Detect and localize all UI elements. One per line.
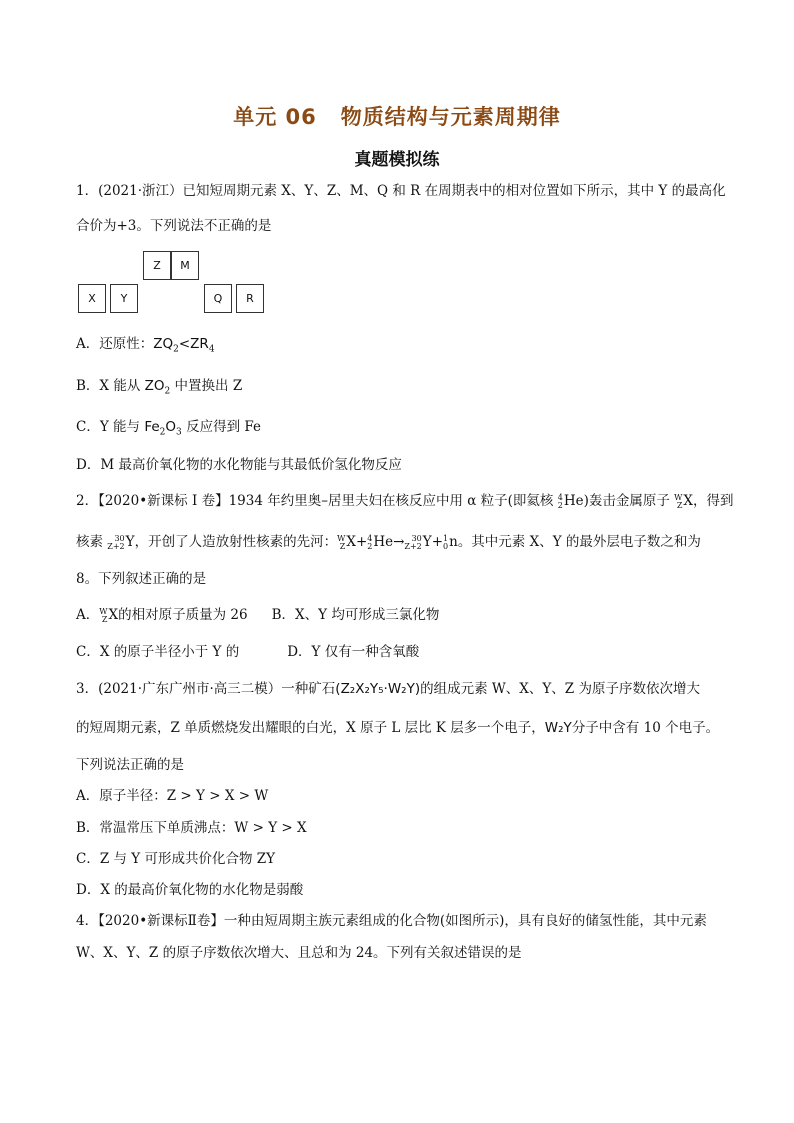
cell-x: X xyxy=(78,284,106,313)
w2y-formula: W₂Y xyxy=(544,720,572,736)
q2-options-cd xyxy=(76,642,419,662)
q4-stem-line2: W、X、Y、Z 的原子序数依次增大、且总和为 24。下列有关叙述错误的是 xyxy=(76,945,522,961)
q3-stem-line2: 的短周期元素，Z 单质燃烧发出耀眼的白光，X 原子 L 层比 K 层多一个电子，W₂Y分子中含有 10 个电子。 xyxy=(76,720,720,736)
q2-option-a: A． W Z X的相对原子质量为 26 xyxy=(76,606,248,624)
q3-option-b: B．常温常压下单质沸点：W > Y > X xyxy=(76,820,307,836)
cell-z: Z xyxy=(143,251,171,280)
cell-q: Q xyxy=(204,284,232,313)
title-unit: 单元 06 xyxy=(233,105,317,129)
q3-stem-line3: 下列说法正确的是 xyxy=(76,757,184,773)
mineral-formula: (Z₂X₂Y₅·W₂Y) xyxy=(335,681,421,697)
reaction-arrow: → xyxy=(393,534,405,550)
reaction-y: 30 Z+2 Y xyxy=(404,533,432,551)
q2-options-ab xyxy=(76,605,439,625)
periodic-table-diagram xyxy=(78,251,268,317)
q2-option-c: C．X 的原子半径小于 Y 的 xyxy=(76,644,240,660)
q2-option-d: D．Y 仅有一种含氧酸 xyxy=(287,644,420,660)
q1-option-b: B．X 能从 $ZO_2$ 中置换出 Z xyxy=(76,378,243,397)
q1-option-c: C．Y 能与 $Fe_2O_3$ 反应得到 Fe xyxy=(76,419,261,438)
x-nuclide: W Z X xyxy=(674,492,694,510)
y-nuclide: 30 Z+2 Y xyxy=(107,533,135,551)
cell-r: R xyxy=(236,284,264,313)
q1-stem-line2: 合价为+3。下列说法不正确的是 xyxy=(76,218,272,234)
q1-stem-line1: 1．(2021·浙江）已知短周期元素 X、Y、Z、M、Q 和 R 在周期表中的相对位置如下所示，其中 Y 的最高化 xyxy=(76,183,726,199)
q3-option-c: C．Z 与 Y 可形成共价化合物 ZY xyxy=(76,851,276,867)
q4-stem-line1: 4．【2020•新课标Ⅱ卷】一种由短周期主族元素组成的化合物(如图所示)，具有良好的储氢性能，其中元素 xyxy=(76,913,707,929)
q2-stem-line2: 核素 30 Z+2 Y，开创了人造放射性核素的先河： W Z X+ 4 2 He→ 30 Z+2 Y+ 1 0 n。其中元素 X、Y 的最外层电子数之和为 xyxy=(76,533,701,551)
cell-m: M xyxy=(171,251,199,280)
page-subtitle: 真题模拟练 xyxy=(354,150,440,170)
cell-y: Y xyxy=(110,284,138,313)
q3-option-a: A．原子半径：Z > Y > X > W xyxy=(76,788,269,804)
q2-stem-line1: 2．【2020•新课标 I 卷】1934 年约里奥–居里夫妇在核反应中用 α 粒子(即氦核 4 2 He)轰击金属原子 W Z X，得到 xyxy=(76,492,734,510)
title-topic: 物质结构与元素周期律 xyxy=(340,105,561,129)
page-title xyxy=(0,101,794,131)
reaction-x: W Z X xyxy=(337,533,356,551)
reaction-neutron: 1 0 n xyxy=(443,533,458,551)
helium-nuclide: 4 2 He xyxy=(557,492,584,510)
q2-stem-line3: 8。下列叙述正确的是 xyxy=(76,571,207,587)
reaction-he: 4 2 He xyxy=(367,533,394,551)
q2-option-b: B．X、Y 均可形成三氯化物 xyxy=(271,607,440,623)
q1-option-a: A．还原性：$ZQ_2<ZR_4$ xyxy=(76,336,215,355)
q1-option-d: D．M 最高价氧化物的水化物能与其最低价氢化物反应 xyxy=(76,457,402,473)
q3-option-d: D．X 的最高价氧化物的水化物是弱酸 xyxy=(76,882,304,898)
q3-stem-line1: 3．(2021·广东广州市·高三二模）一种矿石(Z₂X₂Y₅·W₂Y)的组成元素 W、X、Y、Z 为原子序数依次增大 xyxy=(76,681,700,697)
